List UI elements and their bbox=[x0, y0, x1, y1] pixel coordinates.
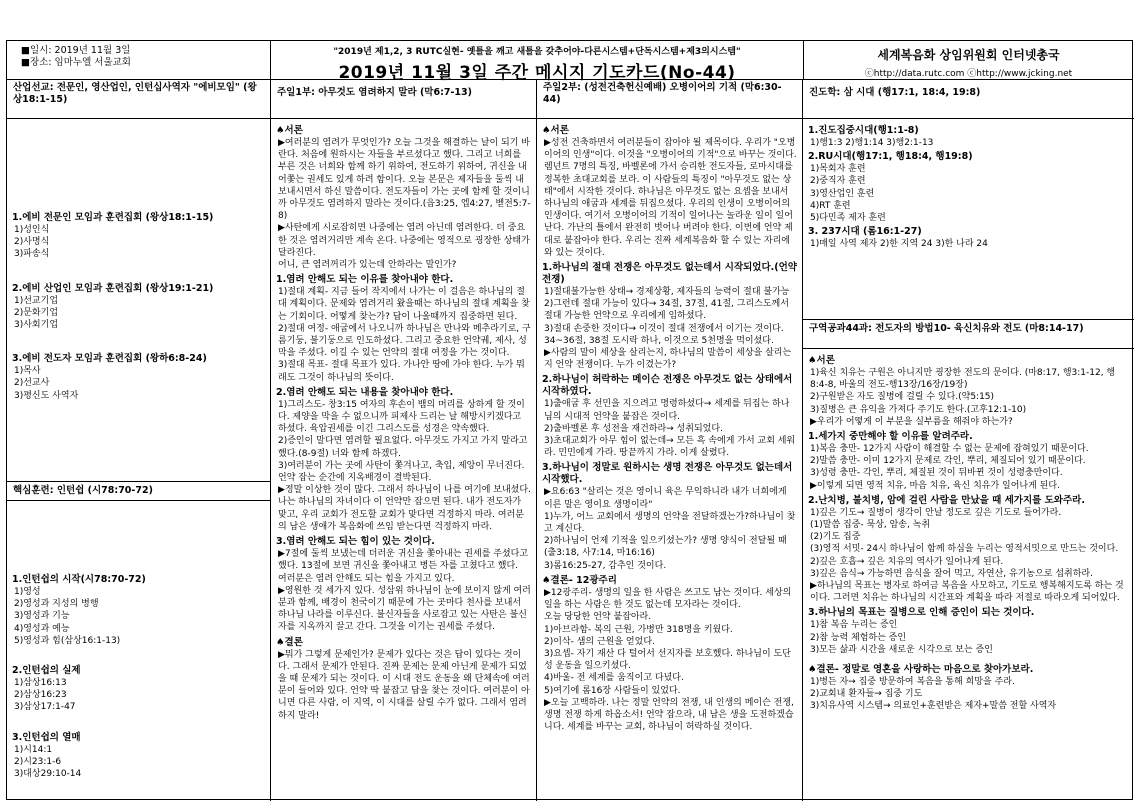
section-item: 3)절대 목표- 절대 목표가 있다. 가나안 땅에 가야 한다. 누가 뭐래도 그것이 하나님의 뜻이다. bbox=[278, 360, 525, 383]
section-title: 1.에비 전문인 모임과 훈련집회 (왕상18:1-15) bbox=[12, 212, 214, 223]
section-title: 3. 237시대 (롬16:1-27) bbox=[808, 226, 922, 238]
conclusion-paragraph: 1)아브라함- 복의 근원, 가병만 318명을 키웠다. bbox=[544, 624, 733, 635]
section-item: 1)성인식 bbox=[14, 225, 50, 235]
conclusion-paragraph: 4)바울- 전 세계를 움직이고 다녔다. bbox=[544, 673, 684, 684]
section-item: 2)영성과 지성의 병행 bbox=[14, 599, 99, 610]
org-urls: ⓒhttp://data.rutc.com ⓒhttp://www.jcking.net bbox=[864, 69, 1073, 79]
section-item: 1)행1:3 2)행1:14 3)행2:1-13 bbox=[810, 138, 934, 148]
column-body bbox=[7, 119, 270, 481]
section-title: 1.염려 안해도 되는 이유를 찾아내야 한다. bbox=[276, 274, 454, 286]
section-item: 3)모든 삶과 시간을 새로운 시각으로 보는 증인 bbox=[810, 644, 993, 655]
column-heading: 주일2부: (성전건축헌신예배) 오병이어의 기적 (막6:30-44) bbox=[537, 79, 802, 119]
section-item: 1)그리스도- 창3:15 여자의 후손이 뱀의 머리를 상하게 할 것이다. 제양을 막을 수 없으니까 피제사 드리는 날 해방시키겠다고 하셨다. 육압권세를 이긴 그리스도를 성경은 약속했다. bbox=[278, 399, 525, 435]
section-item: 3)평신도 사역자 bbox=[14, 390, 79, 401]
section-title: 3.인턴쉽의 열매 bbox=[12, 731, 81, 743]
section-title: 1.세가지 중만해야 할 이유를 알려주라. bbox=[808, 431, 973, 443]
section-item: 2)증인이 말다면 염려할 필요없다. 아무것도 가지고 가지 말라고 했다.(8-9절) 너와 함께 하겠다. bbox=[278, 436, 528, 459]
section-item: 2)절대 여정- 애굽에서 나오니까 하나님은 만나와 메추라기로, 구름기둥, 불기둥으로 인도하셨다. 그리고 중요한 언약궤, 제사, 성막을 주셨다. 이길 수 있는 언약의 절대 여정을 가는 것이다. bbox=[278, 323, 531, 359]
conclusion-title: ♠결론- 정말로 영혼을 사랑하는 마음으로 찾아가보라. bbox=[808, 664, 1034, 676]
section-item: ▶영원한 것 세가지 있다. 성삼위 하나님이 눈에 보이지 않게 여러분과 함께, 배경이 천국이기 때문에 가는 곳마다 천사를 보내서 하나님 나라를 이루신다. 불신자들을 사로잡고 있는 사탄은 불신자를 지옥까지 끌고 간다. 그것을 이기는 권세를 주셨다. bbox=[278, 585, 531, 633]
section-item: (1)말씀 집중- 묵상, 암송, 녹취 bbox=[810, 520, 931, 531]
section-item: 1)매일 사역 제자 2)한 지역 24 3)한 나라 24 bbox=[810, 239, 988, 250]
section-item: 1)깊은 기도→ 질병이 생각이 안날 정도로 깊은 기도로 들어가라. bbox=[810, 507, 1062, 518]
core-training-heading: 핵심훈련: 인턴쉽 (시78:70-72) bbox=[7, 481, 270, 501]
column-heading: 주일1부: 아무것도 염려하지 말라 (막6:7-13) bbox=[271, 79, 536, 119]
section-item: (2)기도 집중 bbox=[810, 532, 861, 543]
section-item: ▶정말 이상한 것이 많다. 그래서 하나님이 나를 여기에 보내셨다. 나는 하나님의 자녀이다 이 언약만 잡으면 된다. 내가 전도자가 맞고, 우리 교회가 전도할 교회가 맞다면 걱정하지 마라. 여러분의 남은 생애가 복음화에 쓰임 받는다면 걱정하지 마라. bbox=[278, 485, 531, 532]
section-item: 2)출바벨론 후 성전을 재건하라→ 성취되었다. bbox=[544, 423, 723, 434]
intro-paragraph: 3)질병은 큰 유익을 가져다 주기도 한다.(고후12:1-10) bbox=[810, 404, 1027, 415]
section-item: 1)절대 계획- 지금 들어 작지에서 나가는 이 걸음은 하나님의 절대 계획이다. 문제와 염려거리 왔을때는 하나님의 절대 계획을 찾는 기회이다. 어떻게 찾는가? 답이 나올때까지 집중하면 된다. bbox=[278, 287, 530, 322]
section-item: 3)영산업인 훈련 bbox=[810, 188, 875, 199]
conclusion-paragraph: 2)교회내 환자들→ 집중 기도 bbox=[810, 689, 923, 700]
section-item: 3)성령 충만- 각인, 뿌리, 체질된 것이 뒤바뀐 것이 성령충만이다. bbox=[810, 468, 1063, 479]
conclusion-paragraph: 3)요셉- 자기 재산 다 털어서 선지자를 보호했다. 하나님이 도단성 운동을 일으키셨다. bbox=[544, 648, 791, 672]
intro-paragraph: 1)육신 치유는 구원은 아니지만 굉장한 전도의 문이다. (마8:17, 행3:1-12, 행8:4-8, 바울의 전도-행13장/16장/19장) bbox=[810, 368, 1116, 391]
intro-paragraph: ▶성전 건축하면서 여러분들이 잡아야 될 제목이다. 우리가 "오병이어의 인생"이다. 이것을 "오병이어의 기적"으로 바꾸는 것이다. 렘넌트 7명의 특징, 바벨론에 가서 승리한 전도자들, 로마시대를 정복한 초대교회를 보라. 이 사람들의 특징이 "아무것도 없는 상태"에서 시작한 것이다. 하나님은 아무것도 없는 요셉을 보내서 하나님의 애굽과 세계를 뒤집으셨다. 우리의 인생이 오병이어의 인생이다. 여기서 오병이어의 기적이 일어나는 놀라운 일이 일어난다. 가난의 틀에서 완전히 벗어나 버려야 한다. 이번에 언약 제대로 붙잡아야 한다. 우리는 진짜 세계복음화 할 수 있는 자리에 와 있는 것이다. bbox=[544, 138, 797, 258]
conclusion-paragraph: 오늘 당당한 언약 붙잡아라. bbox=[544, 612, 652, 623]
section-item: 2)선교사 bbox=[14, 378, 50, 389]
section-title: 2.RU시대(행17:1, 행18:4, 행19:8) bbox=[808, 151, 973, 163]
slogan: "2019년 제1,2, 3 RUTC실현- 옛틀을 깨고 새틀을 갖추어야-다른시스템+단독시스템+제3의시스템" bbox=[333, 47, 741, 57]
section-item: 1)시14:1 bbox=[14, 744, 53, 755]
section-item: 2)삼상16:23 bbox=[14, 690, 67, 701]
column-heading: 진도학: 삼 시대 (행17:1, 18:4, 19:8) bbox=[803, 79, 1134, 119]
section-item: 1)복음 충만- 12가지 사람이 해결할 수 없는 문제에 잡혀있기 때문이다. bbox=[810, 444, 1089, 455]
section-item: 2)말씀 충만- 이미 12가지 문제로 각인, 뿌리, 체질되어 있기 때문이다. bbox=[810, 456, 1086, 467]
section-item: ▶요6:63 "살리는 것은 영이니 육은 무익하니라 내가 너희에게 이른 말은 영이요 생명이라" bbox=[544, 487, 787, 510]
column-body bbox=[537, 119, 802, 733]
section-item: 4)영성과 예능 bbox=[14, 623, 70, 634]
section-item: 2)사명식 bbox=[14, 237, 50, 248]
place-line: ■장소: 임마누엘 서울교회 bbox=[21, 57, 131, 68]
core-training-body bbox=[7, 501, 270, 780]
section-title: 1.진도집중시대(행1:1-8) bbox=[808, 125, 919, 136]
section-item: 3)롬16:25-27, 감추인 것이다. bbox=[544, 560, 667, 571]
section-item: ▶하나님의 목표는 병자로 하여금 복음을 사모하고, 기도로 행복해지도록 하는 것이다. 그러면 치유는 하나님의 시간표와 계획을 따라 저절로 따라오게 되어있다. bbox=[810, 581, 1124, 604]
column-body-top bbox=[803, 119, 1134, 319]
section-item: 1)영성 bbox=[14, 587, 41, 597]
conclusion-paragraph: ▶오늘 고백하라. 나는 정말 언약의 전쟁, 내 인생의 메이슨 전쟁, 생명 전쟁 하게 하옵소서! 언약 잡으라, 내 남은 생을 도전하겠습니다. 세계를 바꾸는 교회, 하나님이 허락하실 것이다. bbox=[544, 697, 794, 733]
section-item: 2)중직자 훈련 bbox=[810, 176, 866, 187]
section-title: 2.에비 산업인 모임과 훈련집회 (왕상19:1-21) bbox=[12, 282, 214, 294]
section-item: 3)깊은 음식→ 가능하면 음식을 잘어 먹고, 자연산, 유기농으로 섭취하라. bbox=[810, 568, 1093, 579]
column-sermon-2 bbox=[537, 79, 803, 801]
section-item: 4)RT 훈련 bbox=[810, 200, 851, 211]
column-body bbox=[271, 119, 536, 722]
section-title: 2.염려 안해도 되는 내용을 찾아내야 한다. bbox=[276, 386, 454, 398]
prayer-card bbox=[6, 40, 1133, 800]
section-item: 1)목사 bbox=[14, 366, 41, 377]
header-title-block bbox=[271, 41, 804, 83]
section-item: ▶이렇게 되면 영적 치유, 마음 치유, 육신 치유가 일어나게 된다. bbox=[810, 480, 1060, 491]
section-item: 3)대상29:10-14 bbox=[14, 769, 82, 780]
section-title: 1.하나님의 절대 전쟁은 아무것도 없는데서 시작되었다.(언약 전쟁) bbox=[542, 262, 797, 286]
section-item: 3)초대교회가 아무 힘이 없는데→ 모든 흑 속에게 가서 교회 세워라. 민민에게 가라. 땅끝까지 가라. 이게 살렸다. bbox=[544, 436, 796, 459]
intro-paragraph: 어니, 큰 염려꺼리가 있는데 안하라는 말인가? bbox=[278, 260, 457, 271]
section-title: 1.인턴쉽의 시작(시78:70-72) bbox=[12, 574, 146, 585]
section-title: 2.난치병, 불치병, 암에 걸린 사람을 만났을 때 세가지를 도와주라. bbox=[808, 494, 1085, 506]
section-item: 1)선교기업 bbox=[14, 295, 59, 306]
section-title: 2.하나님이 허락하는 메이슨 전쟁은 아무것도 없는 상태에서 시작하였다. bbox=[542, 374, 793, 398]
section-item: 여러분은 염려 안해도 되는 힘을 가지고 있다. bbox=[278, 573, 455, 584]
section-item: 2)그런데 절대 가능이 있다→ 34절, 37절, 41절, 그리스도께서 절대 가능한 언약으로 우리에게 임하셨다. bbox=[544, 299, 789, 322]
conclusion-paragraph: 3)치유사역 시스템→ 의료인+훈련받은 제자+말씀 전할 사역자 bbox=[810, 701, 1057, 712]
section-item: 3)사회기업 bbox=[14, 320, 59, 331]
conclusion-paragraph: 2)이삭- 샘의 근원을 얻었다. bbox=[544, 636, 655, 647]
conclusion-paragraph: 1)병든 자→ 집중 방문하여 복음을 통해 희망을 주라. bbox=[810, 677, 1015, 688]
conclusion-paragraph: ▶뭐가 그렇게 문제인가? 문제가 있다는 것은 답이 있다는 것이다. 그래서 문제가 안된다. 진짜 문제는 문제 아닌게 문제가 되었을 때 문제가 되는 것이다. 이 시대 전도 운동을 왜 단체속에 여러분이 들어와 있다. 언약 딱 붙잡고 답을 찾는 것이다. 여러분이 아니면 다른 사람, 이 지역, 이 시대를 살릴 수가 없다. 그래서 염려하지 말라! bbox=[278, 649, 530, 721]
header-org bbox=[803, 41, 1134, 79]
section-item: 3)파송식 bbox=[14, 249, 50, 260]
section-item: 1)참 복음 누리는 증인 bbox=[810, 620, 898, 631]
intro-paragraph: ▶여러분의 염려가 무엇인가? 오늘 그것을 해결하는 날이 되기 바란다. 처음에 원하시는 자들을 부르셨다고 했다. 그리고 너희를 부른 것은 너희와 함께 하기 위하여, 전도하기 위하여, 귀신을 내어쫓는 권세도 있게 하려 함이다. 오늘 본문은 제자들을 둘씩 내 보내시면서 하신 말씀이다. 전도자들이 가는 곳에 함께 할 것이니까 아무것도 염려하지 말라는 것이다.(읍3:25, 엡4:27, 벧전5:7-8) bbox=[278, 138, 531, 222]
section-item: 3)영성과 기능 bbox=[14, 611, 70, 622]
section-item: 5)영성과 힘(삼상16:1-13) bbox=[14, 635, 121, 646]
section-item: 1)절대불가능한 상태→ 경제상황, 제자들의 능력이 절대 불가능 bbox=[544, 287, 790, 298]
card-header bbox=[7, 41, 1132, 83]
section-title: 3.염려 안해도 되는 힘이 있는 것이다. bbox=[276, 536, 435, 548]
section-item: 2)시23:1-6 bbox=[14, 756, 62, 767]
section-item: 1)목회자 훈련 bbox=[810, 164, 866, 175]
section-item: 2)깊은 호흡→ 깊은 치유의 역사가 일어나게 된다. bbox=[810, 556, 1004, 567]
header-info bbox=[7, 41, 271, 79]
conclusion-title: ♠결론- 12광주리 bbox=[542, 574, 617, 586]
intro-paragraph: ▶사탄에게 시로잡히면 나중에는 염려 아닌데 염려한다. 더 중요한 것은 염려거리만 계속 온다. 나중에는 영적으로 굉장한 상태가 달라진다. bbox=[278, 223, 530, 258]
section-item: 3)절대 손중한 것이다→ 이것이 절대 전쟁에서 이기는 것이다. 34~36절, 38절 도시락 하나, 이것으로 5천명을 먹이셨다. bbox=[544, 323, 784, 346]
section-item: 5)다민족 제자 훈련 bbox=[810, 213, 886, 224]
card-title: 2019년 11월 3일 주간 메시지 기도카드(No-44) bbox=[338, 63, 736, 83]
cell-group-body bbox=[803, 349, 1134, 713]
section-item: ▶사람의 말이 세상을 살리는지, 하나님의 말씀이 세상을 살리는지 언약 전쟁이다. 누가 이겼는가? bbox=[544, 348, 792, 371]
intro-title: ♠서론 bbox=[542, 125, 569, 136]
section-item: 2)문화기업 bbox=[14, 307, 59, 318]
intro-paragraph: 2)구원받은 자도 질병에 걸릴 수 있다.(약5:15) bbox=[810, 392, 995, 403]
section-item: 2)하나님이 언제 기적을 일으키셨는가? 생명 양식이 전달될 때(출3:18, 사7:14, 마16:16) bbox=[544, 536, 787, 559]
conclusion-title: ♠결론 bbox=[276, 636, 303, 648]
intro-paragraph: ▶우리가 어떻게 이 부분을 실부름을 해줘야 하는가? bbox=[810, 416, 1013, 427]
column-heading: 산업선교: 전문인, 영산업인, 인턴십사역자 "에비모임" (왕상18:1-15) bbox=[7, 79, 270, 119]
column-evangelism bbox=[803, 79, 1134, 801]
section-item: ▶7절에 둘씩 보냈는데 더러운 귀신을 쫓아내는 권세를 주셨다고 했다. 13절에 보면 귀신을 쫓아내고 병든 자를 고쳤다고 했다. bbox=[278, 549, 529, 572]
column-industry-mission bbox=[7, 79, 271, 801]
intro-title: ♠서론 bbox=[808, 355, 835, 366]
section-title: 3.하나님의 목표는 질병으로 인해 증인이 되는 것이다. bbox=[808, 607, 1035, 619]
section-item: 2)참 능력 체험하는 증인 bbox=[810, 632, 907, 643]
conclusion-paragraph: 5)여기에 롬16장 사람들이 있었다. bbox=[544, 685, 681, 696]
conclusion-paragraph: ▶12광주리- 생명의 일을 한 사람은 쓰고도 남는 것이다. 세상의 일을 하는 사람은 한 것도 없는데 모자라는 것이다. bbox=[544, 587, 792, 611]
section-item: 1)삼상16:13 bbox=[14, 678, 67, 689]
section-item: (3)영적 서밋- 24시 하나님이 함께 하심을 누리는 영적서밋으로 만드는 것이다. bbox=[810, 544, 1119, 555]
column-sermon-1 bbox=[271, 79, 537, 801]
section-item: 1)누가, 어느 교회에서 생명의 언약을 전달하겠는가?하나님이 찾고 계신다. bbox=[544, 511, 796, 535]
section-item: 3)삼상17:1-47 bbox=[14, 702, 76, 713]
cell-group-heading: 구역공과44과: 전도자의 방법10- 육신치유와 전도 (마8:14-17) bbox=[803, 319, 1134, 349]
intro-title: ♠서론 bbox=[276, 125, 303, 136]
date-line: ■일시: 2019년 11월 3일 bbox=[21, 45, 131, 56]
section-item: 1)출애굽 후 선민을 지으려고 명령하셨다→ 세계를 뒤집는 하나님의 시대적 언약을 붙잡은 것이다. bbox=[544, 399, 790, 422]
section-item: 3)여러분이 가는 곳에 사탄이 쫓겨나고, 축입, 제앙이 무너진다. 언약 잡는 순간에 지옥배경이 결박된다. bbox=[278, 460, 525, 484]
section-title: 2.인턴쉽의 실제 bbox=[12, 665, 81, 677]
section-title: 3.에비 전도자 모임과 훈련집회 (왕하6:8-24) bbox=[12, 353, 207, 365]
section-title: 3.하나님이 정말로 원하시는 생명 전쟁은 아무것도 없는데서 시작했다. bbox=[542, 462, 793, 486]
org-name: 세계복음화 상임위원회 인터넷총국 bbox=[877, 48, 1060, 62]
